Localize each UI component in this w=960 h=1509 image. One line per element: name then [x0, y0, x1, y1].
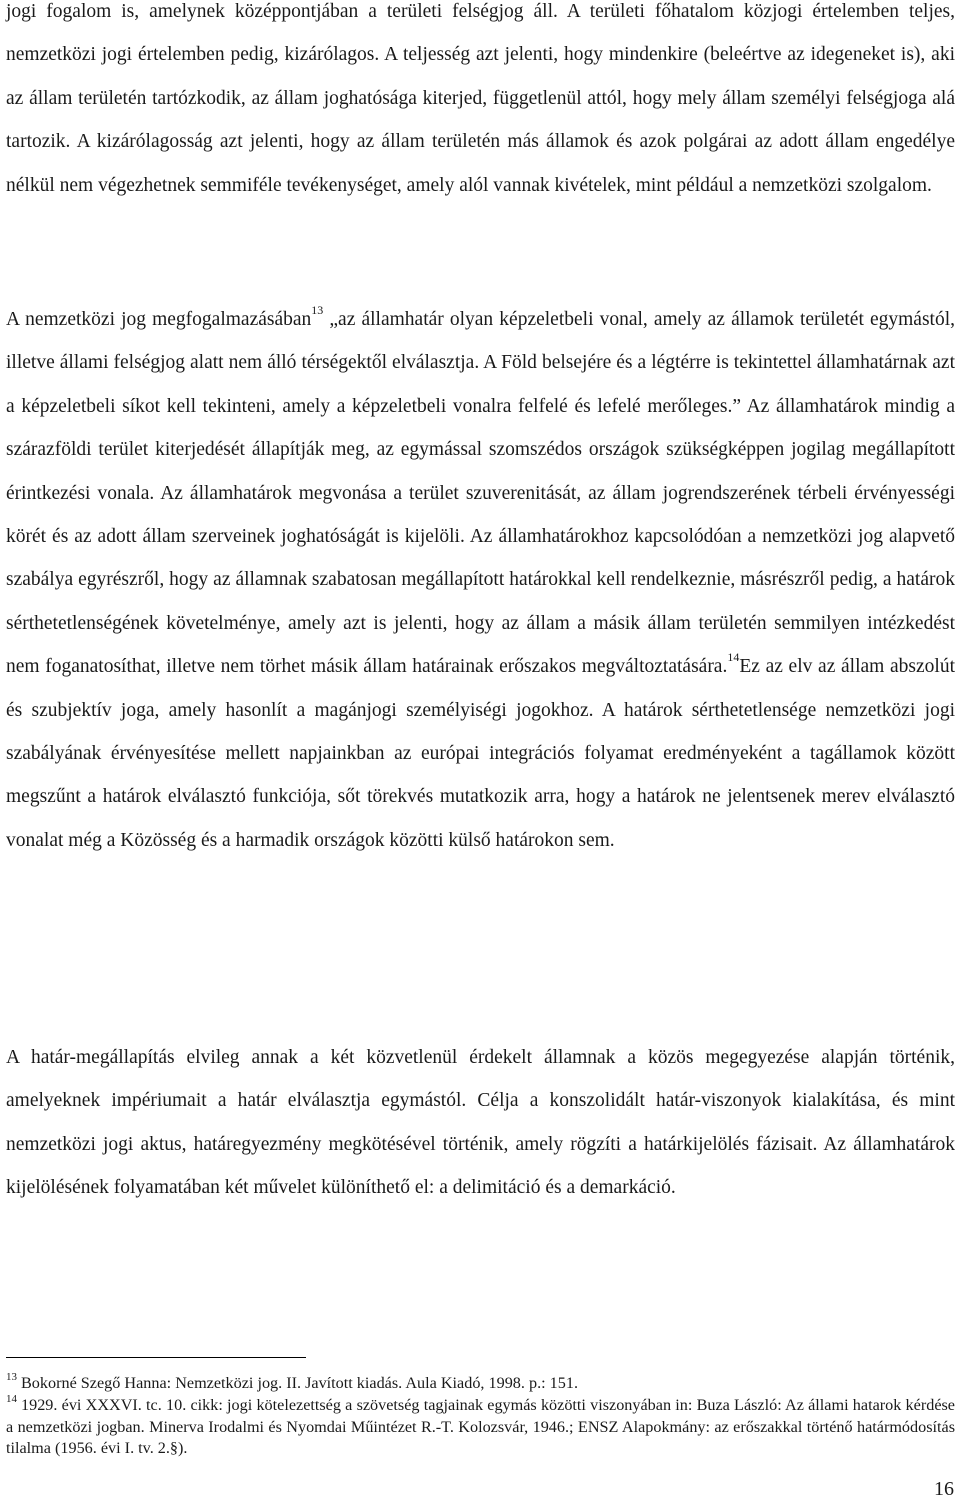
page-number: 16: [934, 1478, 954, 1500]
body-paragraph: [6, 0, 955, 207]
footnote-separator: [6, 1357, 306, 1358]
footnote-reference[interactable]: 13: [311, 303, 324, 317]
paragraph-text: A határ-megállapítás elvileg annak a két közvetlenül érdekelt államnak a közös megegyezése alapján történik, amelyeknek impériumait a határ elválasztja egymástól. Célja a konszolidált határ-viszonyok kialakítása, és mint nemzetközi jogi aktus, határegyezmény megkötésével történik, amely rögzíti a határkijelölés fázisait. Az államhatárok kijelölésének folyamatában két művelet különíthető el: a delimitáció és a demarkáció.: [6, 1047, 955, 1199]
paragraph-text: jogi fogalom is, amelynek középpontjában a területi felségjog áll. A területi főhatalom közjogi értelemben teljes, nemzetközi jogi értelemben pedig, kizárólagos. A teljesség azt jelenti, hogy mindenkire (beleértve az idegeneket is), aki az állam területén tartózkodik, az állam joghatósága kiterjed, függetlenül attól, hogy mely állam személyi felségjoga alá tartozik. A kizárólagosság azt jelenti, hogy az állam területén más államok és azok polgárai az adott állam engedélye nélkül nem végezhetnek semmiféle tevékenységet, amely alól vannak kivételek, mint például a nemzetközi szolgalom.: [6, 1, 955, 196]
footnote-number: 14: [6, 1393, 17, 1405]
footnote: [6, 1395, 955, 1460]
paragraph-text: Ez az elv az állam abszolút és szubjektív joga, amely hasonlít a magánjogi személyiségi jogokhoz. A határok sérthetetlensége nemzetközi jogi szabályának érvényesítése mellett napjainkban az európai integrációs folyamat eredményeként a tagállamok között megszűnt a határok elválasztó funkciója, sőt törekvés mutatkozik arra, hogy a határok ne jelentsenek merev elválasztó vonalat még a Közösség és a harmadik országok közötti külső határokon sem.: [6, 656, 955, 851]
paragraph-text: A nemzetközi jog megfogalmazásában: [6, 309, 312, 330]
body-paragraph: [6, 298, 955, 862]
paragraph-text: „az államhatár olyan képzeletbeli vonal, amely az államok területét egymástól, illetve állami felségjog alatt nem álló térségektől elválasztja. A Föld belsejére és a légtérre is tekintettel államhatárnak azt a képzeletbeli síkot kell tekinteni, amely a képzeletbeli vonalra felfelé és lefelé merőleges.” Az államhatárok mindig a szárazföldi terület kiterjedését állapítják meg, az egymással szomszédos országok szükségképpen jogilag megállapított érintkezési vonala. Az államhatárok megvonása a terület szuverenitását, az állam jogrendszerének térbeli érvényességi körét és az adott állam szerveinek joghatóságát is kijelöli. Az államhatárokhoz kapcsolódóan a nemzetközi jog alapvető szabálya egyrészről, hogy az államnak szabatosan megállapított határokkal kell rendelkeznie, másrészről pedig, a határok sérthetetlenségének követelménye, amely azt is jelenti, hogy az állam a másik állam területén semmilyen intézkedést nem foganatosíthat, illetve nem törhet másik állam határainak erőszakos megváltoztatására.: [6, 309, 955, 678]
footnote-text: Bokorné Szegő Hanna: Nemzetközi jog. II. Javított kiadás. Aula Kiadó, 1998. p.: 151.: [21, 1374, 579, 1392]
footnote-reference[interactable]: 14: [727, 650, 740, 665]
footnote: [6, 1373, 955, 1395]
body-paragraph: [6, 1036, 955, 1210]
footnote-text: 1929. évi XXXVI. tc. 10. cikk: jogi kötelezettség a szövetség tagjainak egymás közötti viszonyában in: Buza László: Az állami hatarok kérdése a nemzetközi jogban. Minerva Irodalmi és Nyomdai Műintézet R.-T. Kolozsvár, 1946.; ENSZ Alapokmány: az erőszakkal történő határmódosítás tilalma (1956. évi I. tv. 2.§).: [6, 1396, 955, 1457]
footnote-number: 13: [6, 1371, 17, 1383]
